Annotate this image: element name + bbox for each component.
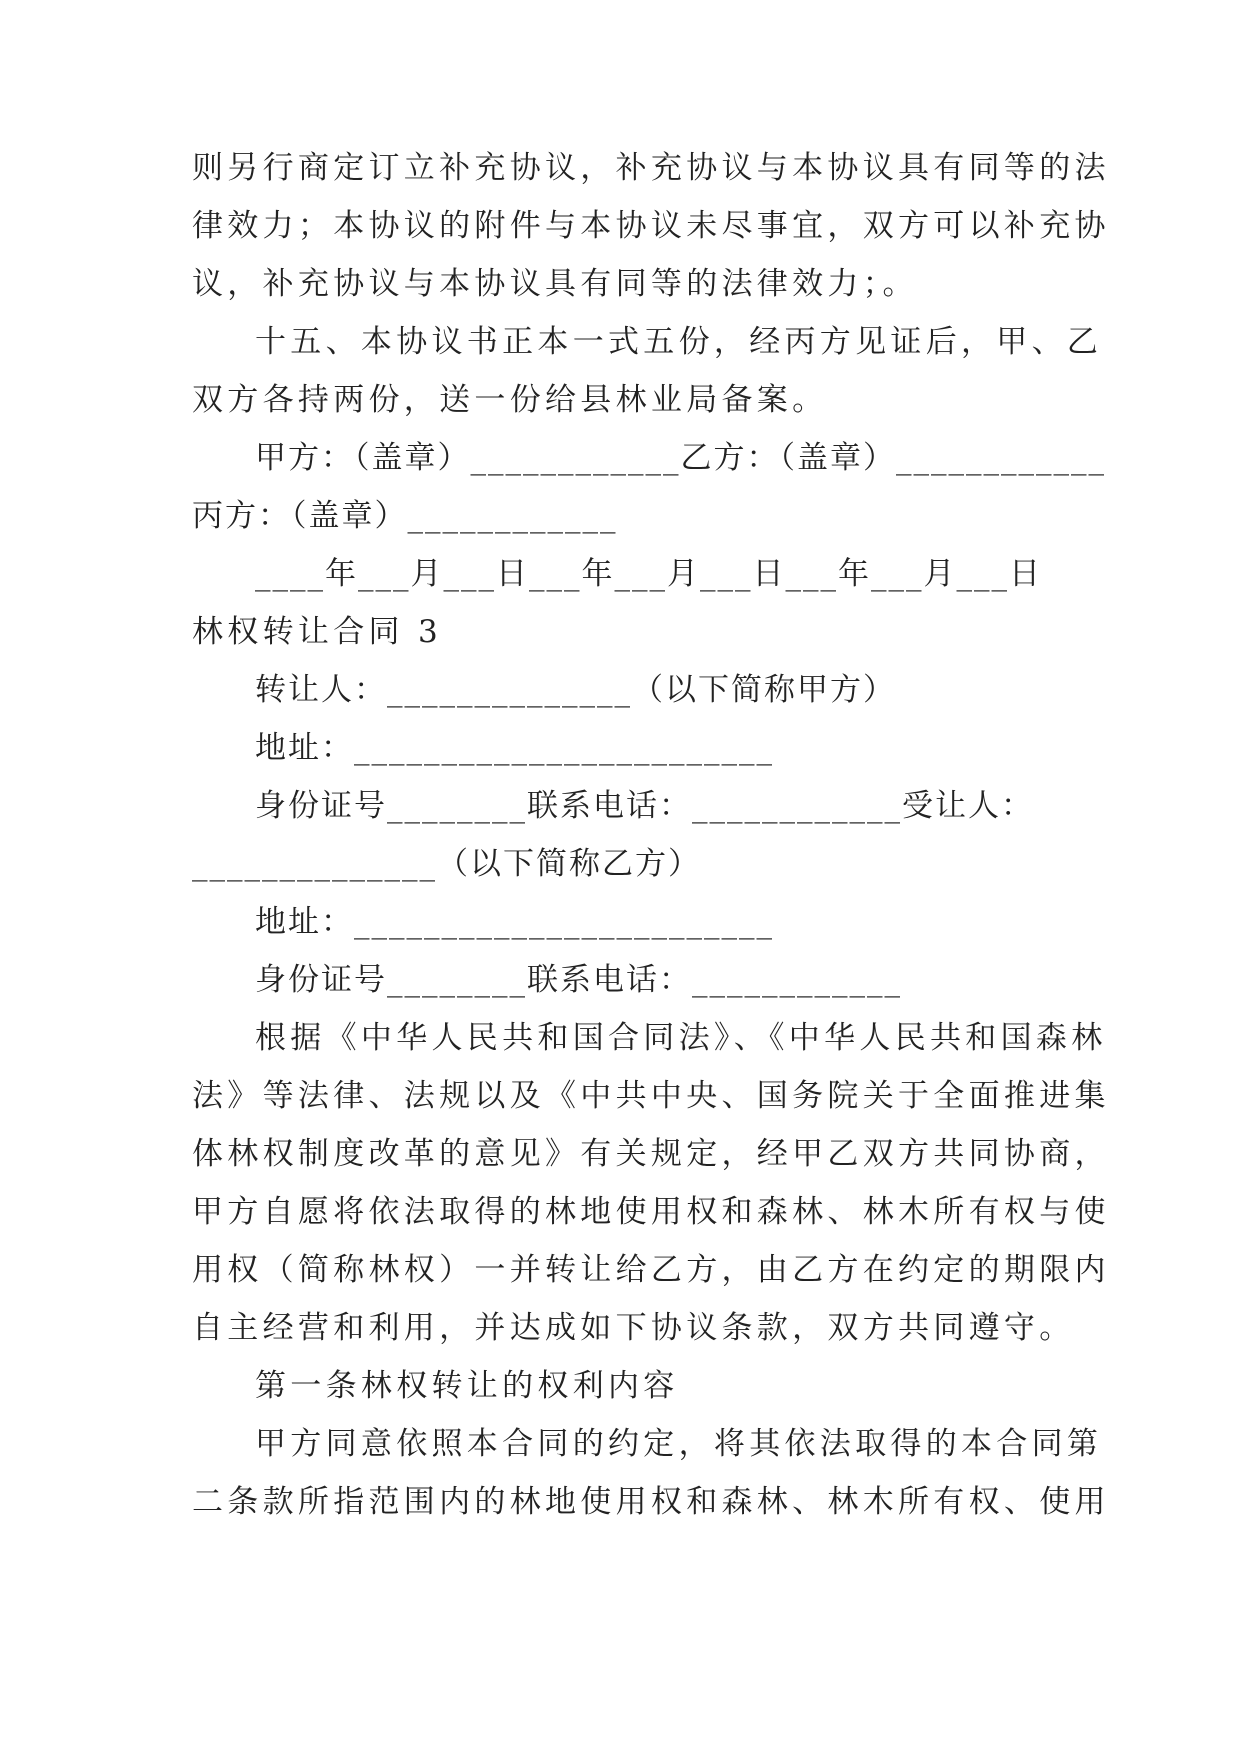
address-line-a: 地址：________________________ (255, 730, 774, 766)
date-line: ____年___月___日___年___月___日___年___月___日 (255, 556, 1042, 592)
paragraph-line: 则另行商定订立补充协议，补充协议与本协议具有同等的法 (192, 150, 1110, 186)
paragraph-line: 双方各持两份，送一份给县林业局备案。 (192, 382, 828, 418)
paragraph-line: 用权（简称林权）一并转让给乙方，由乙方在约定的期限内 (192, 1252, 1110, 1288)
paragraph-line: 议，补充协议与本协议具有同等的法律效力；。 (192, 266, 918, 302)
section-title: 林权转让合同 3 (192, 614, 442, 650)
id-phone-line-b: 身份证号________联系电话：____________ (255, 962, 902, 998)
paragraph-line: 甲方同意依照本合同的约定，将其依法取得的本合同第 (255, 1426, 1103, 1462)
paragraph-line: 根据《中华人民共和国合同法》、《中华人民共和国森林 (255, 1020, 1107, 1056)
transferor-line: 转让人：______________（以下简称甲方） (255, 672, 896, 708)
address-line-b: 地址：________________________ (255, 904, 774, 940)
paragraph-line: 自主经营和利用，并达成如下协议条款，双方共同遵守。 (192, 1310, 1075, 1346)
signature-line-party-a-b: 甲方：（盖章）____________乙方：（盖章）____________ (255, 440, 1106, 476)
signature-line-party-c: 丙方：（盖章）____________ (192, 498, 618, 534)
paragraph-line: 二条款所指范围内的林地使用权和森林、林木所有权、使用 (192, 1484, 1110, 1520)
paragraph-line: 法》等法律、法规以及《中共中央、国务院关于全面推进集 (192, 1078, 1110, 1114)
paragraph-line: 十五、本协议书正本一式五份，经丙方见证后，甲、乙 (255, 324, 1103, 360)
article-heading: 第一条林权转让的权利内容 (255, 1368, 679, 1404)
paragraph-line: 律效力；本协议的附件与本协议未尽事宜，双方可以补充协 (192, 208, 1110, 244)
id-phone-line-a: 身份证号________联系电话：____________受让人： (255, 788, 1034, 824)
paragraph-line: 体林权制度改革的意见》有关规定，经甲乙双方共同协商， (192, 1136, 1110, 1172)
paragraph-line: 甲方自愿将依法取得的林地使用权和森林、林木所有权与使 (192, 1194, 1110, 1230)
transferee-line: ______________（以下简称乙方） (192, 846, 701, 882)
